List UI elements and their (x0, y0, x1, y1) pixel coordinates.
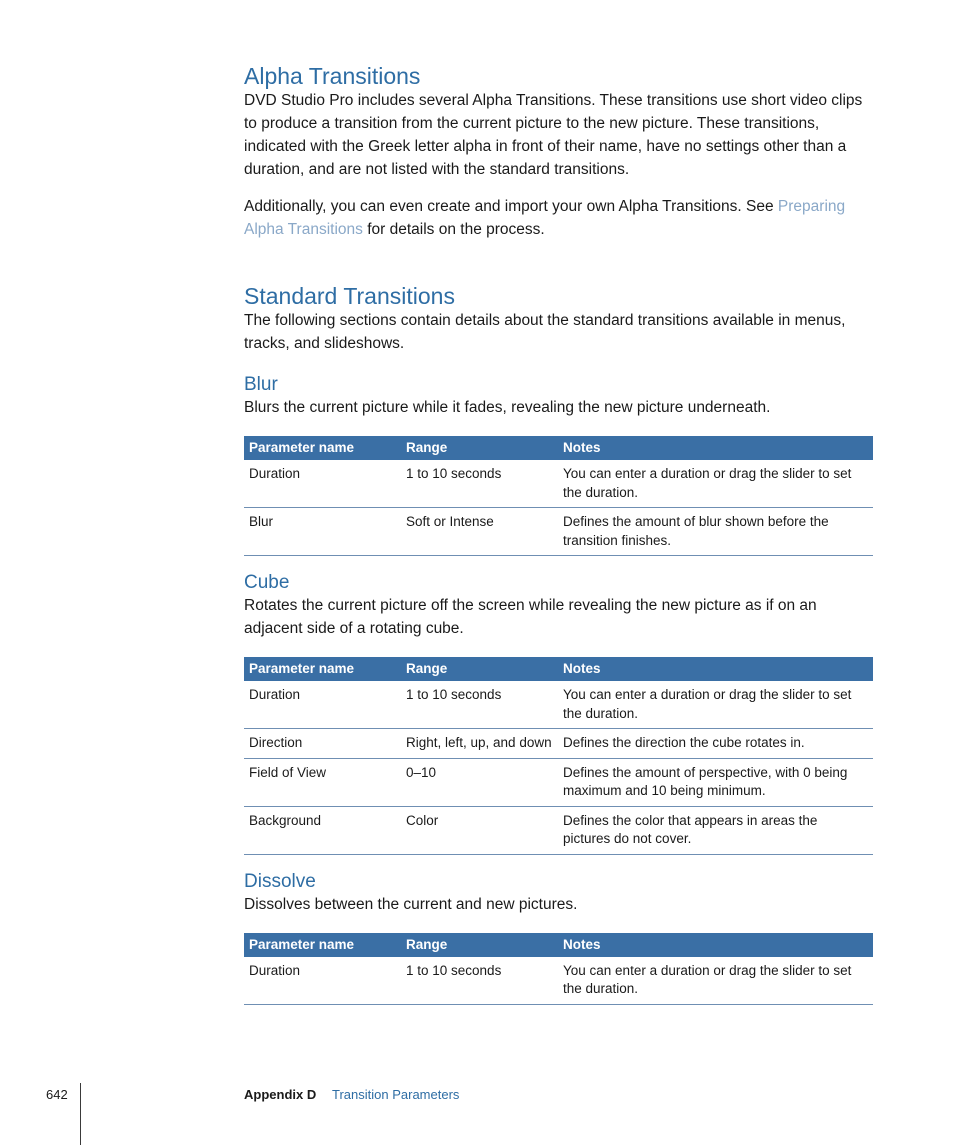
cell-parameter: Field of View (244, 758, 401, 806)
header-parameter-name: Parameter name (244, 933, 401, 957)
blur-description: Blurs the current picture while it fades, revealing the new picture underneath. (244, 399, 771, 416)
alpha-paragraph-2-suffix: for details on the process. (362, 221, 545, 238)
table-header-row (244, 933, 873, 957)
header-notes: Notes (558, 933, 873, 957)
cell-range: Soft or Intense (401, 508, 558, 556)
cell-range: 1 to 10 seconds (401, 957, 558, 1005)
cell-parameter: Background (244, 806, 401, 854)
table-row (244, 729, 873, 759)
cell-notes: Defines the amount of perspective, with 0 being maximum and 10 being minimum. (558, 758, 873, 806)
blur-table (244, 436, 873, 556)
cube-description: Rotates the current picture off the screen while revealing the new picture as if on an adjacent side of a rotating cube. (244, 597, 817, 637)
preparing-alpha-transitions-link[interactable]: Preparing Alpha Transitions (244, 198, 846, 238)
header-notes: Notes (558, 436, 873, 460)
footer-chapter-title[interactable]: Transition Parameters (332, 1087, 460, 1102)
cell-parameter: Blur (244, 508, 401, 556)
standard-transitions-heading: Standard Transitions (244, 283, 455, 309)
blur-heading: Blur (244, 374, 278, 395)
cell-parameter: Duration (244, 681, 401, 729)
cube-heading: Cube (244, 572, 290, 593)
alpha-paragraph-2 (244, 195, 874, 241)
cell-notes: Defines the direction the cube rotates in. (558, 729, 873, 759)
table-row (244, 806, 873, 854)
table-row (244, 460, 873, 508)
cell-range: 1 to 10 seconds (401, 681, 558, 729)
cell-notes: Defines the color that appears in areas the pictures do not cover. (558, 806, 873, 854)
header-range: Range (401, 436, 558, 460)
table-header-row (244, 657, 873, 681)
table-row (244, 758, 873, 806)
table-row (244, 957, 873, 1005)
alpha-paragraph-2-prefix: Additionally, you can even create and import your own Alpha Transitions. See (244, 198, 778, 215)
cube-table (244, 657, 873, 855)
dissolve-heading: Dissolve (244, 870, 316, 892)
table-row (244, 508, 873, 556)
footer-divider (80, 1083, 81, 1145)
table-row (244, 681, 873, 729)
page-number: 642 (46, 1087, 68, 1102)
header-range: Range (401, 933, 558, 957)
footer-appendix: Appendix D (244, 1087, 317, 1102)
header-parameter-name: Parameter name (244, 436, 401, 460)
cell-range: 0–10 (401, 758, 558, 806)
table-header-row (244, 436, 873, 460)
cell-range: Color (401, 806, 558, 854)
header-range: Range (401, 657, 558, 681)
cell-parameter: Direction (244, 729, 401, 759)
page-content (244, 60, 874, 1005)
standard-intro: The following sections contain details about the standard transitions available in menus, tracks, and slideshows. (244, 312, 846, 352)
dissolve-description: Dissolves between the current and new pictures. (244, 895, 578, 913)
cell-notes: You can enter a duration or drag the slider to set the duration. (558, 957, 873, 1005)
cell-parameter: Duration (244, 957, 401, 1005)
alpha-paragraph-1: DVD Studio Pro includes several Alpha Transitions. These transitions use short video clips to produce a transition from the current picture to the new picture. These transitions, indicated with the Greek letter alpha in front of their name, have no settings other than a duration, and are not listed with the standard transitions. (244, 92, 863, 178)
cell-parameter: Duration (244, 460, 401, 508)
header-parameter-name: Parameter name (244, 657, 401, 681)
cell-notes: You can enter a duration or drag the slider to set the duration. (558, 460, 873, 508)
header-notes: Notes (558, 657, 873, 681)
cell-notes: You can enter a duration or drag the slider to set the duration. (558, 681, 873, 729)
cell-range: Right, left, up, and down (401, 729, 558, 759)
cell-range: 1 to 10 seconds (401, 460, 558, 508)
alpha-transitions-heading: Alpha Transitions (244, 63, 421, 89)
cell-notes: Defines the amount of blur shown before the transition finishes. (558, 508, 873, 556)
dissolve-table (244, 933, 873, 1005)
